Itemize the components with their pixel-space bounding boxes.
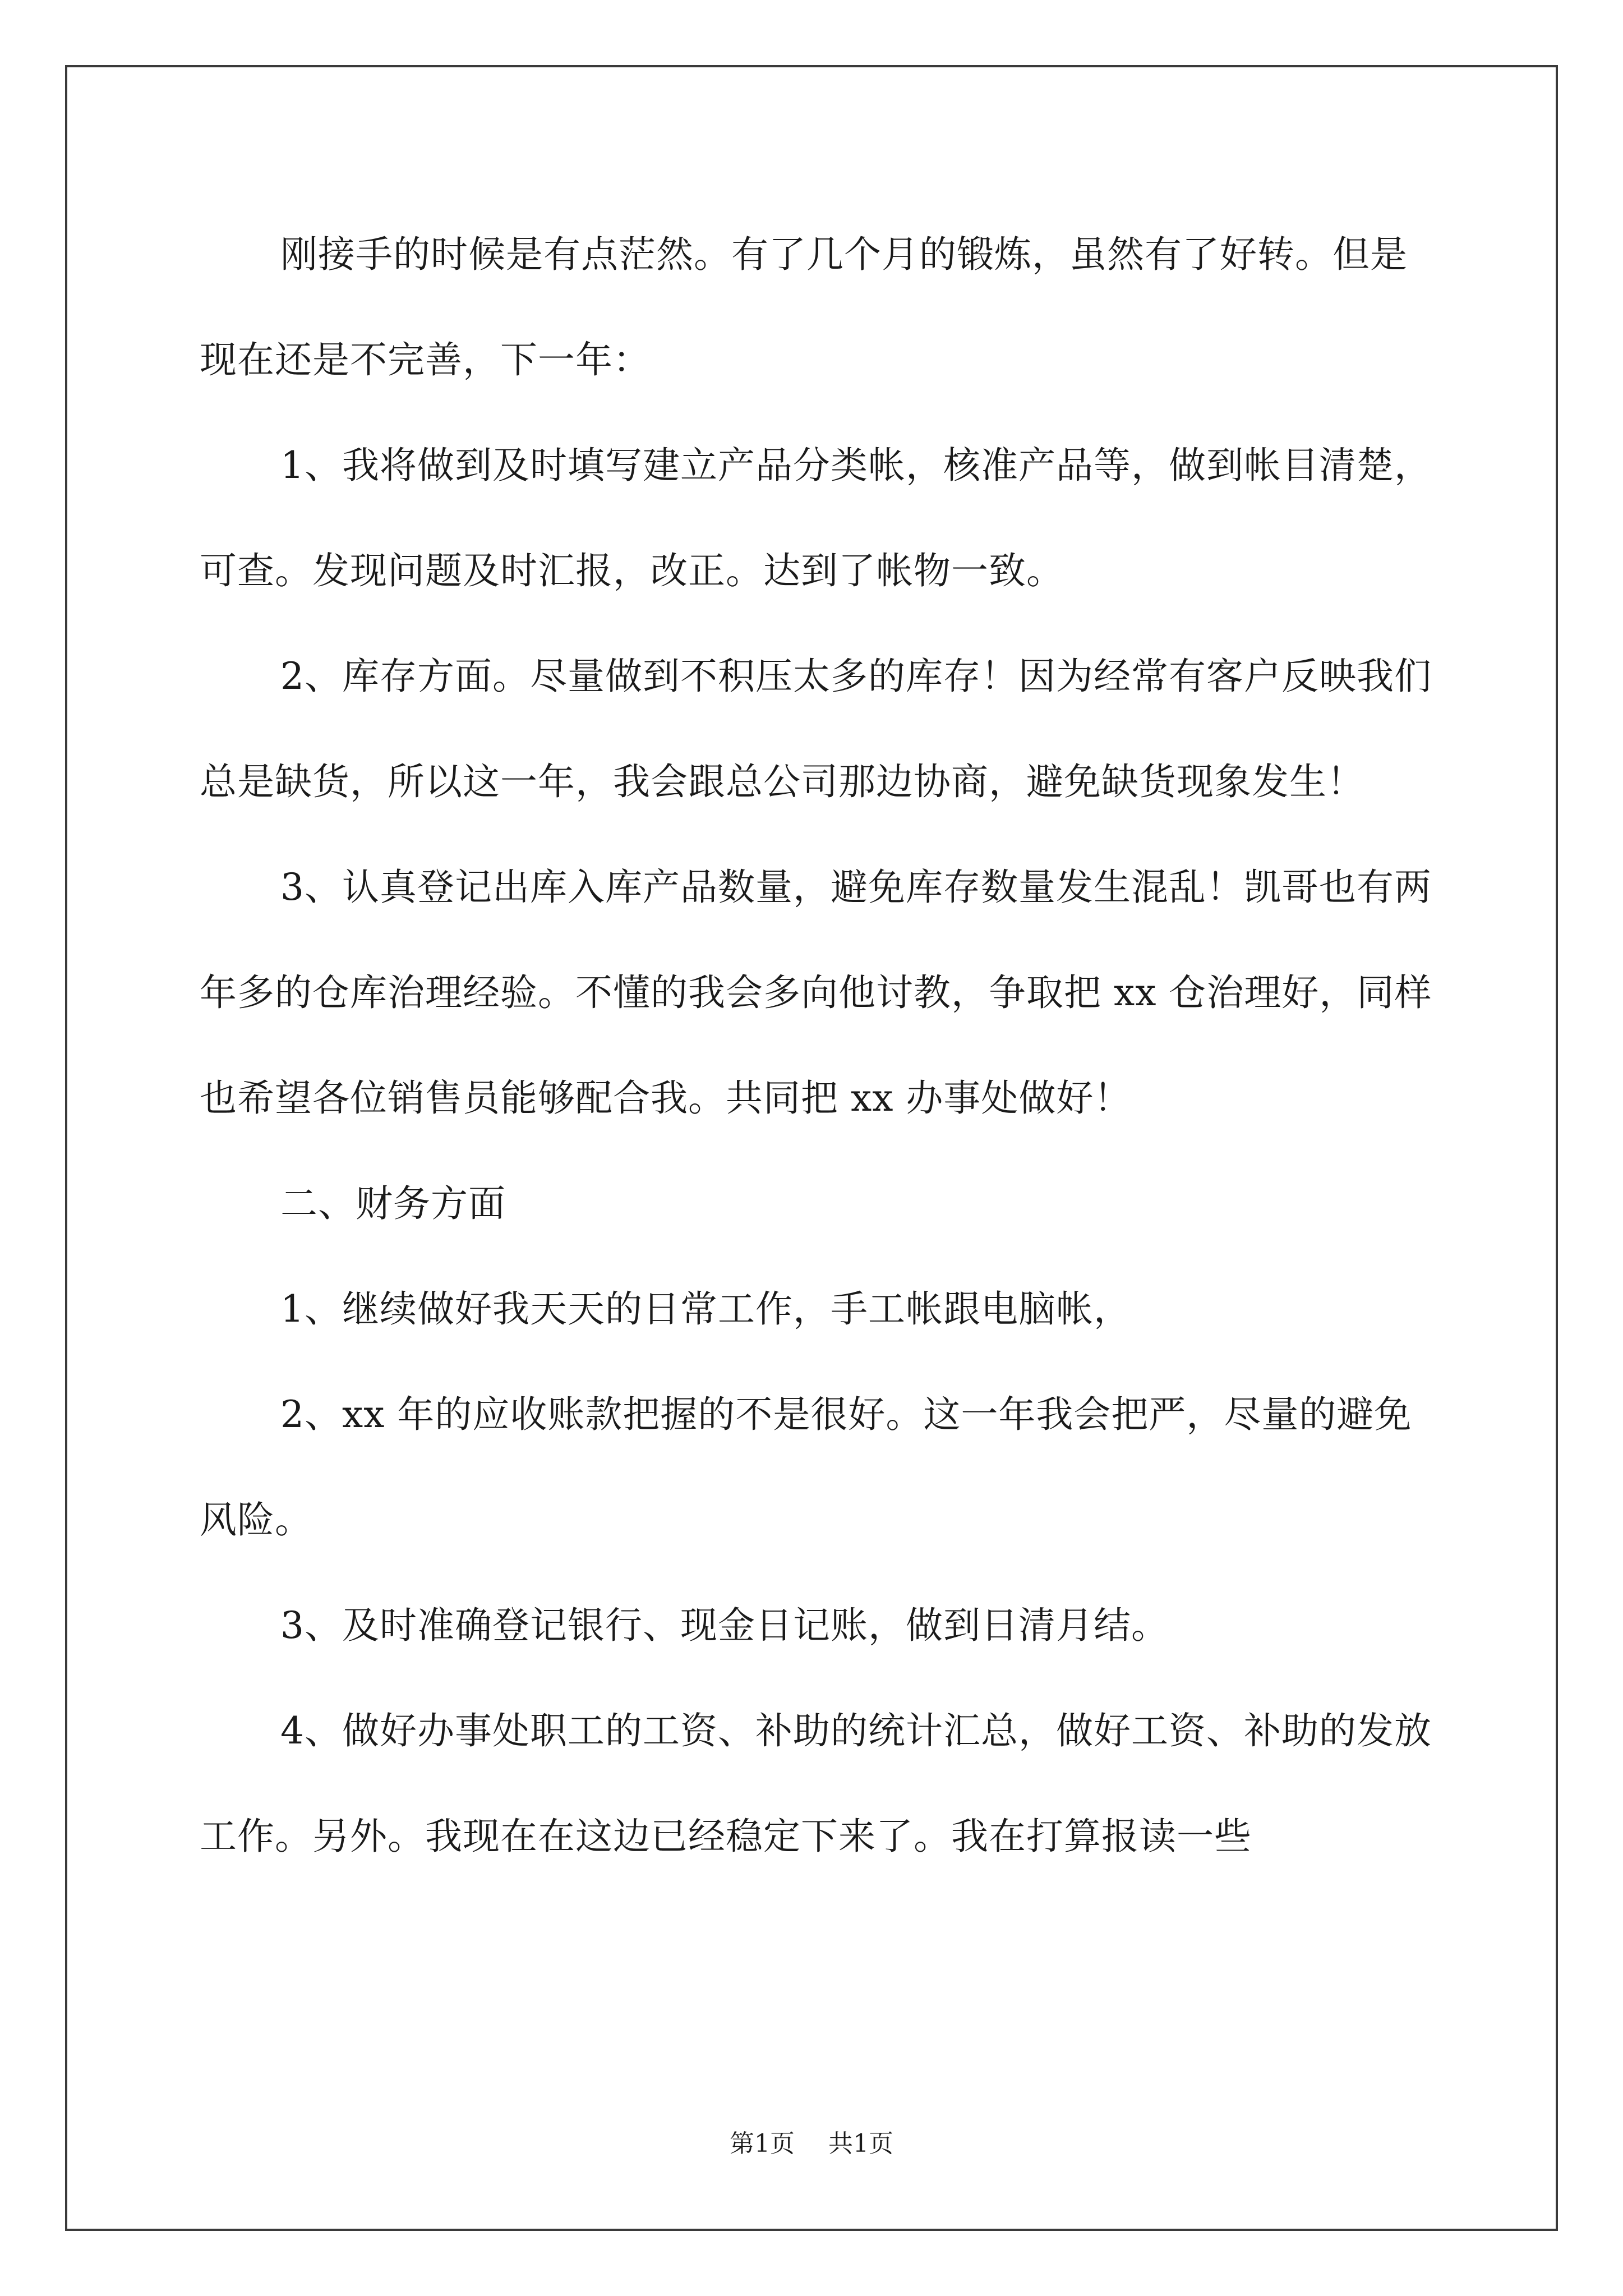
paragraph: 2、xx 年的应收账款把握的不是很好。这一年我会把严，尽量的避免风险。 (200, 1393, 1412, 1542)
paragraph: 1、我将做到及时填写建立产品分类帐，核准产品等，做到帐目清楚，可查。发现问题及时汇报，改正。达到了帐物一致。 (200, 444, 1432, 592)
paragraph: 2、库存方面。尽量做到不积压太多的库存！因为经常有客户反映我们总是缺货，所以这一年，我会跟总公司那边协商，避免缺货现象发生！ (200, 655, 1432, 803)
document-body (200, 202, 1445, 1889)
paragraph: 4、做好办事处职工的工资、补助的统计汇总，做好工资、补助的发放工作。另外。我现在在这边已经稳定下来了。我在打算报读一些 (200, 1709, 1432, 1858)
page-number-total: 共1页 (828, 2129, 893, 2158)
page-footer (0, 2127, 1623, 2161)
section-heading: 二、财务方面 (280, 1182, 506, 1225)
paragraph: 3、认真登记出库入库产品数量，避免库存数量发生混乱！凯哥也有两年多的仓库治理经验。不懂的我会多向他讨教，争取把 xx 仓治理好，同样也希望各位销售员能够配合我。共同把 xx 办事处做好！ (200, 866, 1432, 1120)
page-number-current: 第1页 (730, 2129, 795, 2158)
paragraph: 刚接手的时候是有点茫然。有了几个月的锻炼，虽然有了好转。但是现在还是不完善，下一年： (200, 233, 1408, 381)
paragraph: 3、及时准确登记银行、现金日记账，做到日清月结。 (280, 1604, 1169, 1647)
paragraph: 1、继续做好我天天的日常工作，手工帐跟电脑帐， (280, 1287, 1131, 1331)
